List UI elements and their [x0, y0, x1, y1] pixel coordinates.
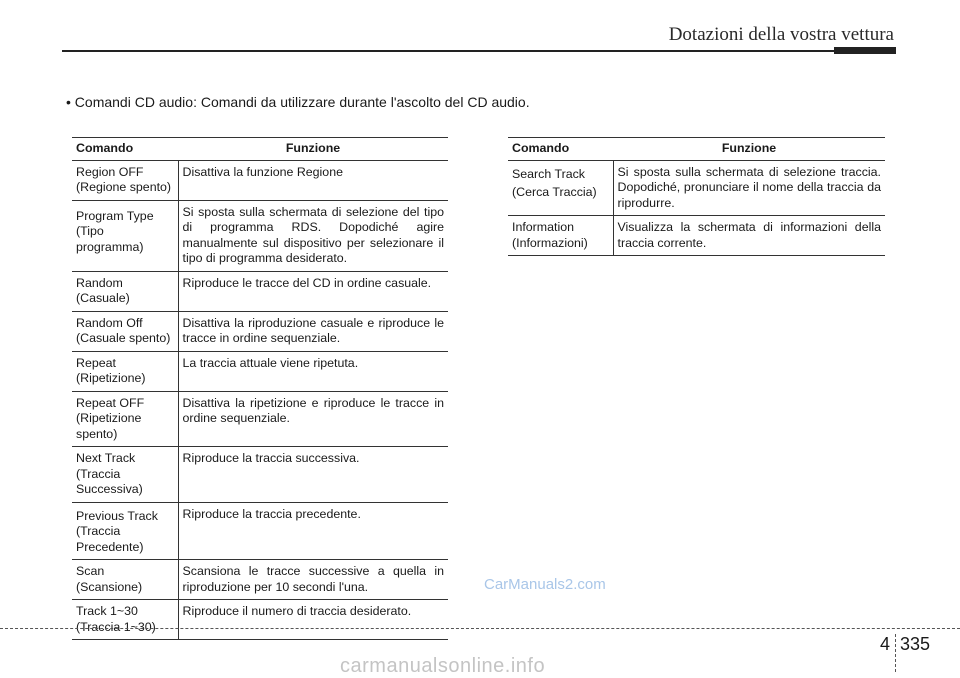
- command-cell: Next Track (Traccia Successiva): [72, 447, 178, 503]
- command-cell: Track 1~30 (Traccia 1~30): [72, 600, 178, 640]
- function-cell: Riproduce il numero di traccia desiderato.: [178, 600, 448, 640]
- command-cell: Repeat OFF (Ripetizione spento): [72, 391, 178, 447]
- function-cell: Riproduce la traccia successiva.: [178, 447, 448, 503]
- command-cell: Random Off (Casuale spento): [72, 311, 178, 351]
- header-command: Comando: [72, 138, 178, 161]
- page-number: 335: [900, 634, 931, 654]
- page-divider: [895, 634, 896, 672]
- header-title: Dotazioni della vostra vettura: [668, 24, 894, 45]
- command-cell: Region OFF (Regione spento): [72, 160, 178, 200]
- table-row: [508, 216, 885, 256]
- command-cell: Repeat (Ripetizione): [72, 351, 178, 391]
- command-cell: Random (Casuale): [72, 271, 178, 311]
- command-cell: Search Track (Cerca Traccia): [508, 160, 613, 216]
- function-cell: Riproduce le tracce del CD in ordine casuale.: [178, 271, 448, 311]
- command-cell: Scan (Scansione): [72, 560, 178, 600]
- header-block: [834, 47, 896, 54]
- function-cell: Disattiva la ripetizione e riproduce le tracce in ordine sequenziale.: [178, 391, 448, 447]
- watermark: CarManuals2.com: [484, 576, 606, 593]
- table-row: [72, 271, 448, 311]
- header-function: Funzione: [178, 138, 448, 161]
- command-cell: Information (Informazioni): [508, 216, 613, 256]
- table-row: [72, 560, 448, 600]
- table-row: [72, 600, 448, 640]
- footer-rule: [0, 628, 960, 629]
- table-header-row: [72, 138, 448, 161]
- footer-brand: carmanualsonline.info: [340, 655, 546, 677]
- function-cell: La traccia attuale viene ripetuta.: [178, 351, 448, 391]
- header-command: Comando: [508, 138, 613, 161]
- table-row: [72, 311, 448, 351]
- table-row: [72, 160, 448, 200]
- command-cell: Previous Track (Traccia Precedente): [72, 502, 178, 560]
- function-cell: Si sposta sulla schermata di selezione del tipo di programma RDS. Dopodiché agire manualmente sul dispositivo per selezionare il tipo di programma desiderato.: [178, 200, 448, 271]
- page-chapter: 4: [880, 634, 891, 654]
- table-row: [72, 502, 448, 560]
- left-command-table: [72, 137, 448, 640]
- function-cell: Riproduce la traccia precedente.: [178, 502, 448, 560]
- table-row: [72, 200, 448, 271]
- function-cell: Si sposta sulla schermata di selezione traccia. Dopodiché, pronunciare il nome della traccia da riprodurre.: [613, 160, 885, 216]
- function-cell: Scansiona le tracce successive a quella in riproduzione per 10 secondi l'una.: [178, 560, 448, 600]
- function-cell: Disattiva la riproduzione casuale e riproduce le tracce in ordine sequenziale.: [178, 311, 448, 351]
- table-row: [72, 447, 448, 503]
- right-command-table: [508, 137, 885, 256]
- command-cell: Program Type (Tipo programma): [72, 200, 178, 271]
- header-function: Funzione: [613, 138, 885, 161]
- function-cell: Disattiva la funzione Regione: [178, 160, 448, 200]
- table-row: [72, 351, 448, 391]
- table-row: [508, 160, 885, 216]
- header-rule: [62, 50, 834, 52]
- table-row: [72, 391, 448, 447]
- function-cell: Visualizza la schermata di informazioni della traccia corrente.: [613, 216, 885, 256]
- table-header-row: [508, 138, 885, 161]
- intro-text: • Comandi CD audio: Comandi da utilizzare durante l'ascolto del CD audio.: [66, 94, 530, 110]
